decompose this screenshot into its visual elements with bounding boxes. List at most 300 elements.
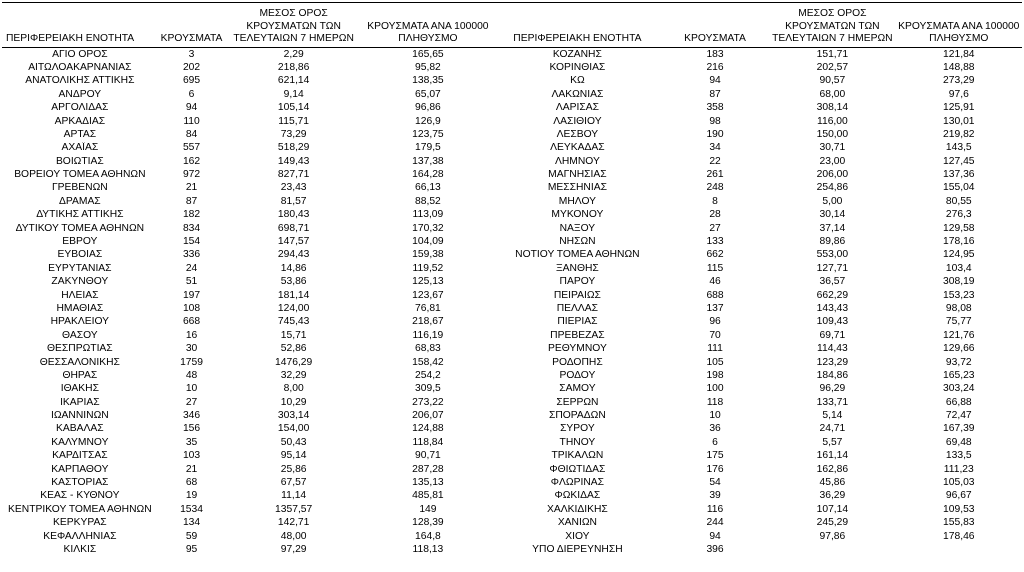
avg7-cell: 294,43 [277,249,310,261]
per100k-cell: 124,95 [943,249,975,261]
avg7-cell: 24,71 [819,423,846,435]
region-cell: ΗΜΑΘΙΑΣ [56,302,104,314]
avg7-cell: 50,43 [280,436,307,448]
table-row [2,423,1022,436]
per100k-cell: 303,24 [943,383,975,395]
region-cell: ΕΥΒΟΙΑΣ [57,249,103,261]
region-cell: ΑΝΑΤΟΛΙΚΗΣ ΑΤΤΙΚΗΣ [25,75,135,87]
region-cell: ΡΟΔΟΥ [559,369,596,381]
table-row [2,249,1022,262]
table-row [2,235,1022,248]
avg7-cell: 1476,29 [275,356,313,368]
avg7-cell: 143,43 [816,302,849,314]
cases-cell: 10 [709,410,721,422]
region-cell: ΑΙΤΩΛΟΑΚΑΡΝΑΝΙΑΣ [28,61,132,73]
avg7-cell: 5,00 [822,195,843,207]
per100k-cell: 104,09 [412,236,444,248]
region-cell: ΦΩΚΙΔΑΣ [554,490,601,502]
avg7-cell: 698,71 [277,222,310,234]
per100k-cell: 109,53 [943,503,975,515]
per100k-cell: 118,13 [412,544,444,555]
avg7-cell: 124,00 [277,302,310,314]
per100k-cell: 254,2 [415,369,441,381]
per100k-cell: 485,81 [412,490,444,502]
table-row [2,396,1022,409]
region-cell: ΤΗΝΟΥ [559,436,596,448]
per100k-cell: 125,91 [943,102,975,114]
cases-cell: 6 [188,88,195,100]
cases-cell: 116 [706,503,724,515]
per100k-cell: 72,47 [945,410,972,422]
per100k-cell: 123,75 [412,128,444,140]
cases-cell: 27 [709,222,721,234]
per100k-cell: 167,39 [943,423,975,435]
cases-cell: 6 [712,436,718,448]
avg7-cell: 184,86 [816,369,849,381]
avg7-cell: 115,71 [278,115,310,127]
header-row [2,3,1022,48]
cases-cell: 105 [706,356,724,368]
avg7-cell: 8,00 [283,383,304,395]
per100k-cell: 111,23 [943,463,974,475]
per100k-cell: 218,67 [412,316,444,328]
table-row [2,410,1022,423]
avg7-cell: 23,00 [819,155,846,167]
cases-cell: 35 [185,436,198,448]
per100k-cell: 66,13 [415,182,441,194]
region-cell: ΤΡΙΚΑΛΩΝ [551,450,604,462]
region-cell: ΠΡΕΒΕΖΑΣ [550,329,605,341]
per100k-cell: 159,38 [412,249,444,261]
table-row [2,490,1022,503]
region-cell: ΛΕΣΒΟΥ [556,128,599,140]
per100k-cell: 96,67 [945,490,972,502]
cases-cell: 22 [709,155,721,167]
cases-cell: 94 [709,75,721,87]
cases-cell: 197 [182,289,201,301]
avg7-cell: 206,00 [816,169,849,181]
per100k-cell: 95,82 [415,61,441,73]
cases-cell: 8 [712,195,718,207]
avg7-cell: 518,29 [277,142,310,154]
per100k-cell: 273,22 [412,396,444,408]
per100k-cell: 178,16 [943,236,975,248]
per100k-cell: 155,04 [943,182,975,194]
avg7-cell: 127,71 [816,262,849,274]
per100k-cell: 276,3 [945,209,972,221]
table-row [2,262,1022,275]
avg7-cell: 97,86 [819,530,846,542]
cases-cell: 202 [182,61,201,73]
cases-cell: 39 [709,490,721,502]
cases-cell: 34 [709,142,721,154]
region-cell: ΚΑΡΠΑΘΟΥ [51,463,109,475]
avg7-cell: 154,00 [277,423,310,435]
avg7-cell: 553,00 [816,249,849,261]
avg7-cell: 95,14 [280,450,307,462]
table-row [2,477,1022,490]
cases-cell: 358 [706,102,724,114]
cases-cell: 156 [182,423,201,435]
per100k-cell: 287,28 [412,463,444,475]
cases-cell: 103 [182,450,201,462]
region-cell: ΣΥΡΟΥ [560,423,595,435]
avg7-cell: 68,00 [819,88,846,100]
avg7-cell: 245,29 [816,517,849,529]
table-row [2,102,1022,115]
cases-cell: 244 [706,517,724,529]
per100k-cell: 164,8 [415,530,441,542]
region-cell: ΛΑΣΙΘΙΟΥ [553,115,602,127]
per100k-cell: 66,88 [945,396,972,408]
cases-cell: 28 [709,209,721,221]
region-cell: ΚΩ [570,75,585,87]
per100k-cell: 121,84 [943,48,975,60]
region-cell: ΚΑΛΥΜΝΟΥ [51,436,109,448]
avg7-cell: 37,14 [819,222,846,234]
cases-cell: 183 [706,48,724,60]
per100k-cell: 76,81 [415,302,441,314]
cases-cell: 96 [709,316,721,328]
per100k-cell: 90,71 [415,450,441,462]
cases-cell: 261 [706,169,724,181]
cases-cell: 176 [706,463,724,475]
avg7-cell: 5,57 [822,436,843,448]
region-cell: ΝΟΤΙΟΥ ΤΟΜΕΑ ΑΘΗΝΩΝ [515,249,640,261]
region-cell: ΧΑΝΙΩΝ [557,517,597,529]
cases-cell: 87 [185,195,198,207]
avg7-cell: 2,29 [283,48,304,60]
avg7-cell: 827,71 [277,169,310,181]
per100k-cell: 97,6 [948,88,969,100]
region-cell: ΜΕΣΣΗΝΙΑΣ [547,182,607,194]
region-cell: ΘΗΡΑΣ [62,369,98,381]
region-cell: ΣΠΟΡΑΔΩΝ [549,410,606,422]
avg7-cell: 180,43 [277,209,310,221]
avg7-cell: 32,29 [280,369,307,381]
region-cell: ΛΑΡΙΣΑΣ [555,102,599,114]
region-cell: ΠΕΛΛΑΣ [556,302,599,314]
per100k-cell: 121,76 [943,329,975,341]
per100k-cell: 137,36 [943,169,975,181]
cases-cell: 154 [182,236,201,248]
avg7-cell: 23,43 [280,182,307,194]
avg7-cell: 9,14 [283,88,304,100]
per100k-cell: 164,28 [412,169,444,181]
region-cell: ΚΑΣΤΟΡΙΑΣ [51,477,109,489]
table-row [2,155,1022,168]
avg7-cell: 142,71 [277,517,310,529]
per100k-cell: 88,52 [415,195,441,207]
per100k-cell: 126,9 [415,115,441,127]
cases-cell: 557 [182,142,201,154]
region-cell: ΦΘΙΩΤΙΔΑΣ [549,463,606,475]
table-row [2,48,1022,62]
per100k-cell: 105,03 [943,477,975,489]
per100k-cell: 206,07 [412,410,444,422]
region-cell: ΙΩΑΝΝΙΝΩΝ [50,410,109,422]
cases-cell: 216 [706,61,724,73]
cases-cell: 834 [182,222,201,234]
table-row [2,169,1022,182]
cases-cell: 137 [706,302,724,314]
avg7-cell: 202,57 [816,61,849,73]
avg7-cell: 69,71 [819,329,846,341]
region-cell: ΓΡΕΒΕΝΩΝ [51,182,108,194]
per100k-cell: 129,66 [943,343,975,355]
per100k-cell: 127,45 [943,155,975,167]
region-cell: ΜΥΚΟΝΟΥ [551,209,604,221]
table-row [2,276,1022,289]
region-cell: ΕΒΡΟΥ [62,236,98,248]
cases-cell: 133 [706,236,724,248]
cases-cell: 54 [709,477,721,489]
region-cell: ΥΠΟ ΔΙΕΡΕΥΝΗΣΗ [532,544,623,555]
cases-cell: 48 [185,369,198,381]
region-cell: ΕΥΡΥΤΑΝΙΑΣ [48,262,112,274]
avg7-cell: 662,29 [816,289,849,301]
table-row [2,436,1022,449]
region-cell: ΒΟΙΩΤΙΑΣ [55,155,104,167]
avg7-cell: 11,14 [281,490,307,502]
table-row [2,329,1022,342]
table-row [2,530,1022,543]
avg7-cell: 30,14 [819,209,846,221]
cases-cell: 24 [185,262,198,274]
cases-cell: 110 [183,115,200,127]
table-row [2,289,1022,302]
cases-cell: 695 [182,75,201,87]
region-cell: ΚΕΑΣ - ΚΥΘΝΟΥ [40,490,120,502]
avg7-cell: 52,86 [280,343,307,355]
per100k-cell: 170,32 [412,222,444,234]
table-row [2,142,1022,155]
region-cell: ΙΚΑΡΙΑΣ [60,396,100,408]
avg7-cell: 105,14 [277,102,310,114]
cases-cell: 19 [185,490,198,502]
avg7-cell: 81,57 [280,195,307,207]
header-avg7: ΜΕΣΟΣ ΟΡΟΣ ΚΡΟΥΣΜΑΤΩΝ ΤΩΝ ΤΕΛΕΥΤΑΙΩΝ 7 ΗΜΕΡΩΝ [225,3,362,48]
region-cell: ΚΕΝΤΡΙΚΟΥ ΤΟΜΕΑ ΑΘΗΝΩΝ [8,503,152,515]
avg7-cell [769,543,895,556]
avg7-cell: 303,14 [277,410,310,422]
avg7-cell: 254,86 [816,182,849,194]
cases-cell: 336 [182,249,201,261]
per100k-cell: 69,48 [945,436,972,448]
table-row [2,503,1022,516]
cases-cell: 162 [182,155,201,167]
header-cases: ΚΡΟΥΣΜΑΤΑ [661,3,769,48]
table-row [2,115,1022,128]
covid-cases-table [2,2,1022,557]
region-cell: ΔΡΑΜΑΣ [59,195,101,207]
cases-cell: 21 [185,463,198,475]
region-cell: ΣΑΜΟΥ [559,383,596,395]
avg7-cell: 90,57 [819,75,846,87]
per100k-cell: 93,72 [945,356,972,368]
table-row [2,316,1022,329]
region-cell: ΘΑΣΟΥ [62,329,98,341]
region-cell: ΒΟΡΕΙΟΥ ΤΟΜΕΑ ΑΘΗΝΩΝ [14,169,146,181]
cases-cell: 688 [706,289,724,301]
per100k-cell: 165,65 [412,48,444,60]
region-cell: ΘΕΣΠΡΩΤΙΑΣ [47,343,113,355]
avg7-cell: 96,29 [819,383,846,395]
table-row [2,222,1022,235]
region-cell: ΗΡΑΚΛΕΙΟΥ [50,316,110,328]
region-cell: ΚΟΡΙΝΘΙΑΣ [549,61,606,73]
table-row [2,517,1022,530]
avg7-cell: 25,86 [280,463,307,475]
per100k-cell: 103,4 [945,262,972,274]
per100k-cell: 178,46 [943,530,975,542]
avg7-cell: 14,86 [280,262,307,274]
region-cell: ΠΙΕΡΙΑΣ [557,316,598,328]
region-cell: ΚΕΦΑΛΛΗΝΙΑΣ [43,530,117,542]
region-cell: ΑΡΓΟΛΙΔΑΣ [51,102,109,114]
cases-cell: 51 [185,276,198,288]
table-row [2,75,1022,88]
avg7-cell: 53,86 [280,276,307,288]
region-cell: ΠΑΡΟΥ [559,276,596,288]
cases-cell: 10 [185,383,198,395]
header-region: ΠΕΡΙΦΕΡΕΙΑΚΗ ΕΝΟΤΗΤΑ [2,3,158,48]
per100k-cell: 118,84 [412,436,444,448]
per100k-cell: 130,01 [943,115,975,127]
table-row [2,128,1022,141]
cases-cell: 396 [706,544,724,555]
avg7-cell: 133,71 [816,396,849,408]
per100k-cell: 98,08 [945,302,972,314]
per100k-cell [896,543,1022,556]
region-cell: ΔΥΤΙΚΗΣ ΑΤΤΙΚΗΣ [36,209,124,221]
table-row [2,195,1022,208]
cases-cell: 94 [185,102,198,114]
per100k-cell: 309,5 [415,383,441,395]
region-cell: ΧΙΟΥ [565,530,590,542]
avg7-cell: 150,00 [816,128,849,140]
cases-cell: 198 [706,369,724,381]
per100k-cell: 80,55 [945,195,972,207]
header-per100k: ΚΡΟΥΣΜΑΤΑ ΑΝΑ 100000 ΠΛΗΘΥΣΜΟ [362,3,494,48]
cases-cell: 94 [709,530,721,542]
avg7-cell: 621,14 [277,75,310,87]
region-cell: ΖΑΚΥΝΘΟΥ [51,276,109,288]
avg7-cell: 308,14 [816,102,849,114]
header-region: ΠΕΡΙΦΕΡΕΙΑΚΗ ΕΝΟΤΗΤΑ [494,3,661,48]
cases-cell: 95 [185,544,198,555]
avg7-cell: 15,71 [280,329,307,341]
cases-cell: 84 [185,128,198,140]
per100k-cell: 119,52 [412,262,444,274]
avg7-cell: 116,00 [817,115,848,127]
region-cell: ΜΗΛΟΥ [558,195,597,207]
per100k-cell: 179,5 [415,142,441,154]
table-row [2,343,1022,356]
cases-cell: 98 [709,115,721,127]
region-cell: ΛΕΥΚΑΔΑΣ [550,142,605,154]
per100k-cell: 155,83 [943,517,975,529]
cases-cell: 118 [706,396,724,408]
region-cell: ΧΑΛΚΙΔΙΚΗΣ [547,503,608,515]
avg7-cell: 162,86 [816,463,849,475]
cases-cell: 36 [709,423,721,435]
avg7-cell: 114,43 [817,343,848,355]
per100k-cell: 308,19 [943,276,975,288]
table-row [2,369,1022,382]
region-cell: ΝΗΣΩΝ [559,236,596,248]
per100k-cell: 149 [419,503,437,515]
cases-cell: 115 [706,262,724,274]
region-cell: ΡΕΘΥΜΝΟΥ [547,343,607,355]
avg7-cell: 97,29 [280,544,307,555]
cases-cell: 27 [185,396,198,408]
cases-cell: 100 [706,383,724,395]
cases-cell: 248 [706,182,724,194]
cases-cell: 175 [706,450,724,462]
cases-cell: 346 [182,410,201,422]
per100k-cell: 143,5 [945,142,972,154]
region-cell: ΚΕΡΚΥΡΑΣ [53,517,107,529]
cases-cell: 111 [707,343,723,355]
table-row [2,383,1022,396]
region-cell: ΚΙΛΚΙΣ [63,544,97,555]
cases-cell: 182 [182,209,201,221]
avg7-cell: 1357,57 [275,503,313,515]
region-cell: ΛΗΜΝΟΥ [554,155,600,167]
avg7-cell: 30,71 [819,142,846,154]
per100k-cell: 138,35 [412,75,444,87]
table-row [2,88,1022,101]
region-cell: ΚΑΡΔΙΤΣΑΣ [52,450,108,462]
per100k-cell: 116,19 [412,329,444,341]
per100k-cell: 165,23 [943,369,975,381]
cases-cell: 70 [709,329,721,341]
cases-cell: 21 [185,182,198,194]
region-cell: ΘΕΣΣΑΛΟΝΙΚΗΣ [39,356,120,368]
region-cell: ΠΕΙΡΑΙΩΣ [553,289,601,301]
cases-cell: 972 [182,169,201,181]
region-cell: ΣΕΡΡΩΝ [556,396,599,408]
cases-cell: 668 [182,316,201,328]
region-cell: ΚΟΖΑΝΗΣ [552,48,602,60]
per100k-cell: 153,23 [943,289,975,301]
header-avg7: ΜΕΣΟΣ ΟΡΟΣ ΚΡΟΥΣΜΑΤΩΝ ΤΩΝ ΤΕΛΕΥΤΑΙΩΝ 7 ΗΜΕΡΩΝ [769,3,895,48]
avg7-cell: 45,86 [819,477,846,489]
table-row [2,450,1022,463]
spreadsheet [2,2,1022,557]
table-row [2,209,1022,222]
avg7-cell: 109,43 [816,316,849,328]
cases-cell: 134 [182,517,201,529]
region-cell: ΜΑΓΝΗΣΙΑΣ [548,169,607,181]
avg7-cell: 73,29 [280,128,307,140]
region-cell: ΗΛΕΙΑΣ [61,289,99,301]
table-row [2,463,1022,476]
per100k-cell: 219,82 [943,128,975,140]
per100k-cell: 125,13 [412,276,444,288]
region-cell: ΞΑΝΘΗΣ [555,262,599,274]
region-cell: ΛΑΚΩΝΙΑΣ [551,88,604,100]
per100k-cell: 68,83 [415,343,441,355]
cases-cell: 190 [706,128,724,140]
avg7-cell: 107,14 [816,503,849,515]
per100k-cell: 65,07 [415,88,441,100]
avg7-cell: 147,57 [277,236,310,248]
per100k-cell: 273,29 [943,75,975,87]
avg7-cell: 89,86 [819,236,846,248]
avg7-cell: 149,43 [277,155,310,167]
